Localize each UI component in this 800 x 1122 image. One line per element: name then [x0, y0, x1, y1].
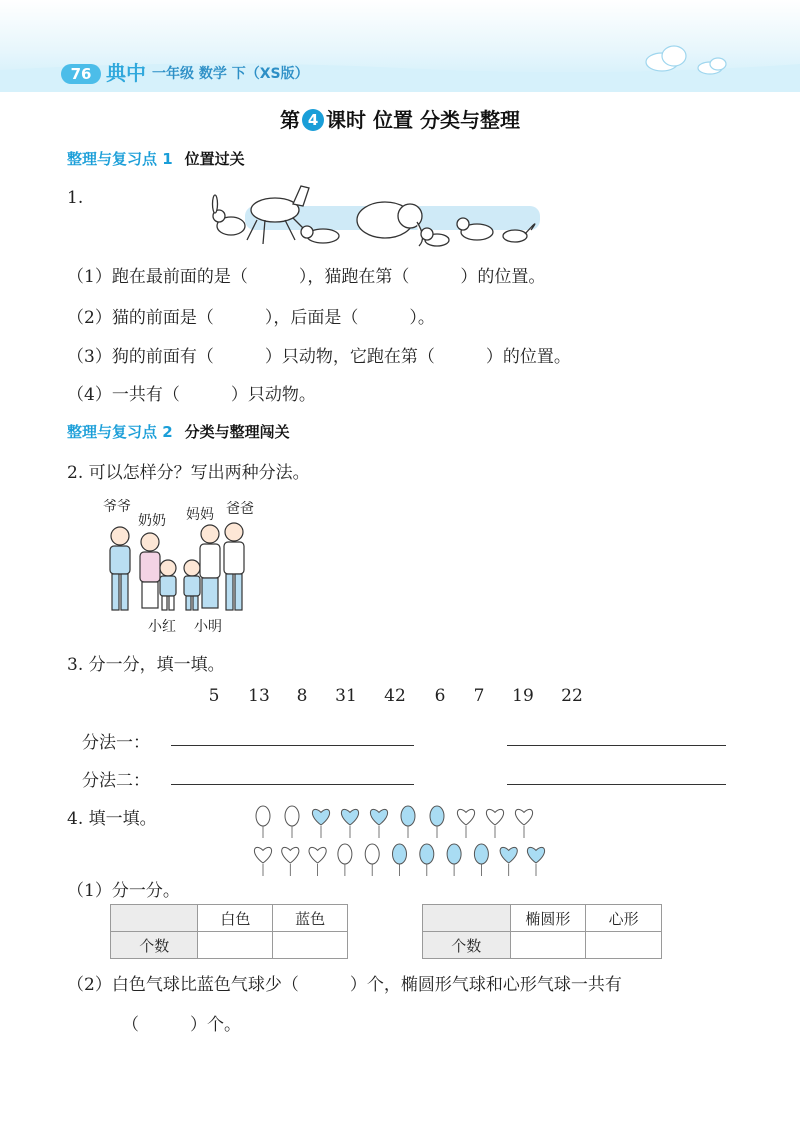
table-corner	[423, 905, 511, 932]
answer-cell-oval[interactable]	[510, 932, 586, 959]
question-4-part-2-line-2: （ ）个。	[122, 1015, 241, 1035]
blue-heart-balloon	[370, 809, 387, 838]
number-item: 22	[561, 686, 583, 706]
answer-cell-heart[interactable]	[586, 932, 662, 959]
col-header-white: 白色	[198, 905, 273, 932]
brand-logo: 典中	[106, 61, 146, 85]
question-4-text: 4. 填一填。	[67, 809, 157, 829]
white-oval-balloon	[365, 844, 379, 876]
answer-cell-blue[interactable]	[273, 932, 348, 959]
col-header-heart: 心形	[586, 905, 662, 932]
row-header-count: 个数	[111, 932, 198, 959]
col-header-oval: 椭圆形	[510, 905, 586, 932]
col-header-blue: 蓝色	[273, 905, 348, 932]
question-4-part-2-line-1: （2）白色气球比蓝色气球少（ ）个，椭圆形气球和心形气球一共有	[67, 975, 622, 995]
label-dad: 爸爸	[226, 501, 254, 517]
white-heart-balloon	[486, 809, 503, 838]
question-1-number: 1.	[67, 188, 84, 208]
white-heart-balloon	[309, 847, 326, 876]
color-table	[110, 904, 348, 959]
lesson-prefix: 第	[280, 108, 301, 132]
label-grandma: 奶奶	[138, 513, 166, 529]
label-xiaoming: 小明	[194, 619, 222, 635]
number-item: 13	[248, 686, 270, 706]
question-2-text: 2. 可以怎样分？写出两种分法。	[67, 463, 310, 483]
section-1-tag: 整理与复习点 1	[67, 150, 173, 168]
method-1-label: 分法一：	[82, 733, 150, 753]
blue-oval-balloon	[420, 844, 434, 876]
method-2-label: 分法二：	[82, 771, 150, 791]
question-1-part-2: （2）猫的前面是（ ），后面是（ ）。	[67, 308, 435, 328]
question-1-part-3: （3）狗的前面有（ ）只动物，它跑在第（ ）的位置。	[67, 347, 571, 367]
table-corner	[111, 905, 198, 932]
white-oval-balloon	[338, 844, 352, 876]
question-4-part-1: （1）分一分。	[67, 881, 180, 901]
book-title: 一年级 数学 下（XS版）	[152, 66, 309, 82]
section-1-title: 位置过关	[184, 150, 245, 168]
blue-oval-balloon	[393, 844, 407, 876]
section-2-tag: 整理与复习点 2	[67, 423, 173, 441]
blue-oval-balloon	[474, 844, 488, 876]
page-number: 76	[61, 64, 101, 84]
label-grandpa: 爷爷	[103, 499, 131, 515]
number-item: 8	[296, 686, 308, 706]
question-1-part-1: （1）跑在最前面的是（ ），猫跑在第（ ）的位置。	[67, 267, 546, 287]
question-1-part-4: （4）一共有（ ）只动物。	[67, 385, 316, 405]
number-item: 42	[384, 686, 406, 706]
label-mom: 妈妈	[186, 507, 214, 523]
shape-table	[422, 904, 662, 959]
number-item: 19	[512, 686, 534, 706]
row-header-count: 个数	[423, 932, 511, 959]
white-heart-balloon	[254, 847, 271, 876]
blue-oval-balloon	[430, 806, 444, 838]
lesson-suffix: 课时	[326, 108, 367, 132]
white-heart-balloon	[457, 809, 474, 838]
number-item: 5	[208, 686, 220, 706]
number-item: 31	[335, 686, 357, 706]
blue-heart-balloon	[312, 809, 329, 838]
blue-heart-balloon	[500, 847, 517, 876]
section-2-title: 分类与整理闯关	[184, 423, 290, 441]
white-oval-balloon	[256, 806, 270, 838]
blue-oval-balloon	[401, 806, 415, 838]
answer-cell-white[interactable]	[198, 932, 273, 959]
lesson-topic: 位置 分类与整理	[373, 108, 520, 132]
question-3-text: 3. 分一分，填一填。	[67, 655, 225, 675]
white-oval-balloon	[285, 806, 299, 838]
lesson-number-badge: 4	[302, 109, 324, 131]
white-heart-balloon	[515, 809, 532, 838]
white-heart-balloon	[282, 847, 299, 876]
blue-oval-balloon	[447, 844, 461, 876]
number-item: 7	[473, 686, 485, 706]
blue-heart-balloon	[341, 809, 358, 838]
blue-heart-balloon	[527, 847, 544, 876]
label-xiaohong: 小红	[148, 619, 176, 635]
number-item: 6	[434, 686, 446, 706]
